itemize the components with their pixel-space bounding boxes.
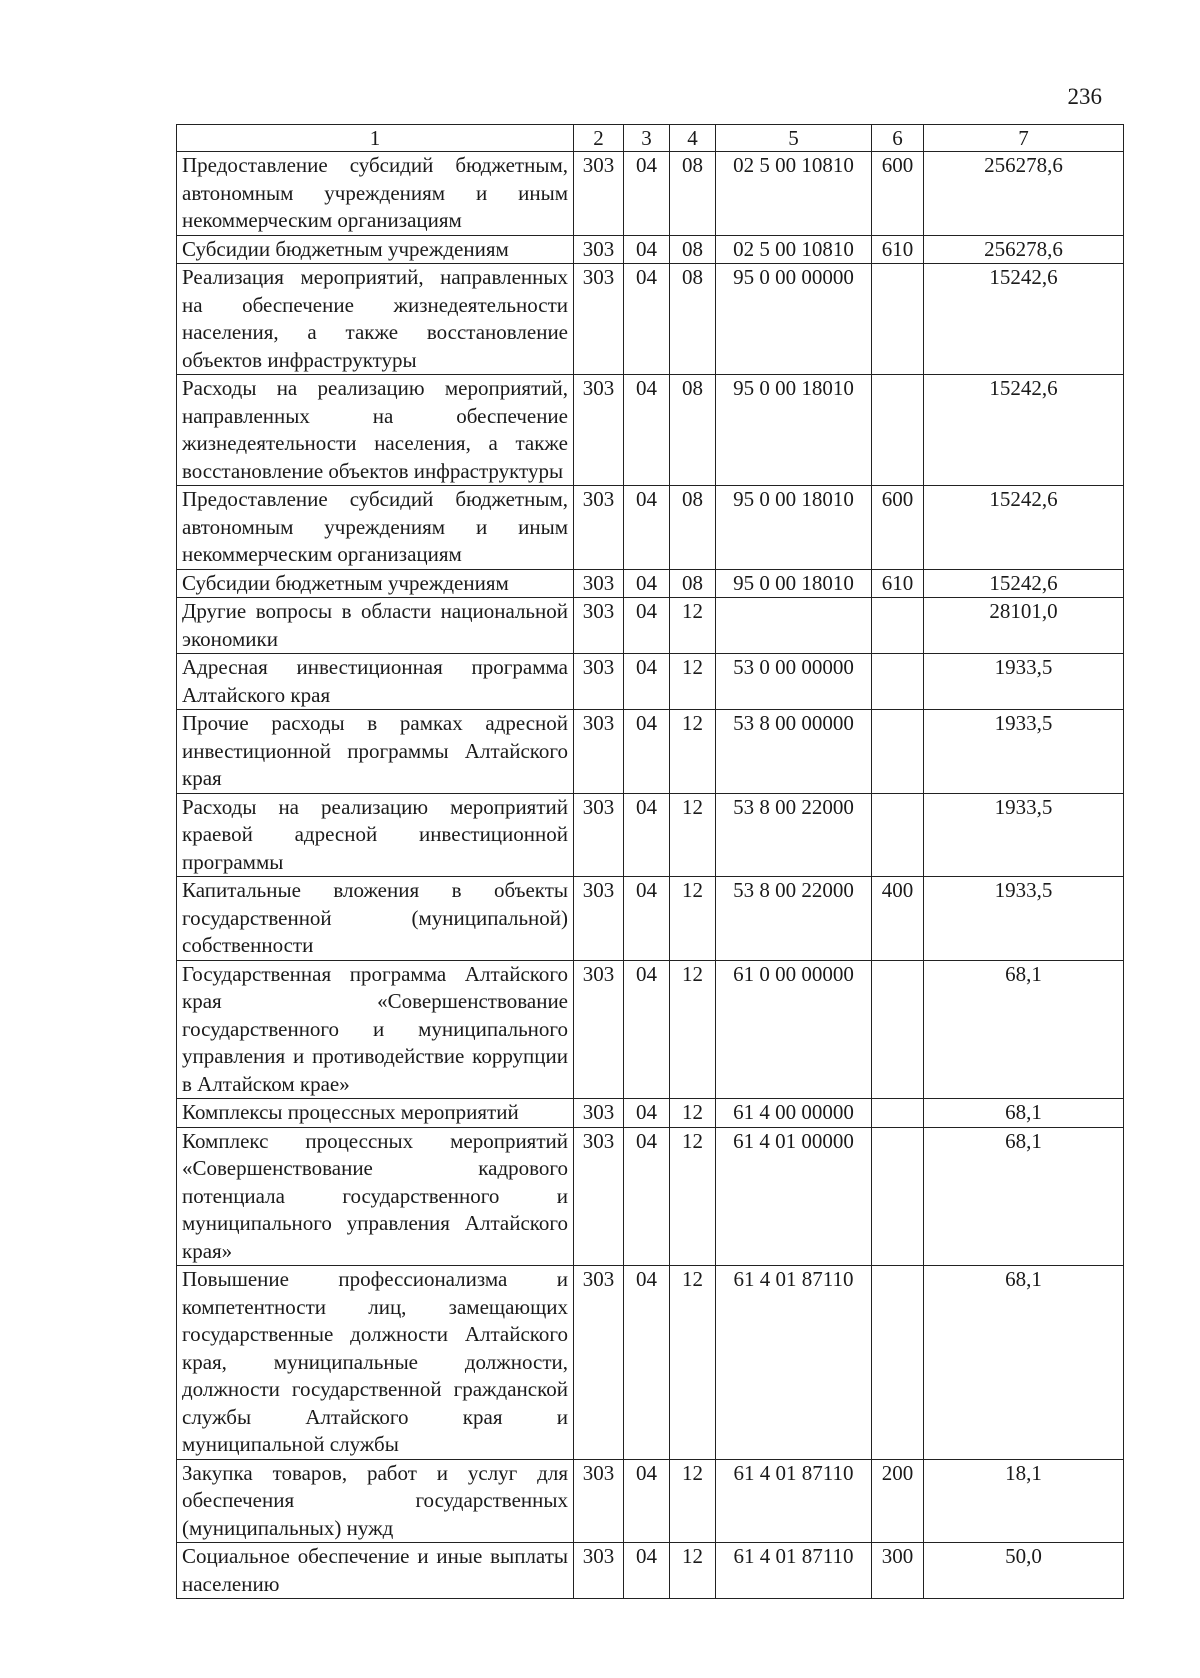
expense-type-cell: 200 <box>872 1459 924 1543</box>
expense-name-cell: Предоставление субсидий бюджетным, автономным учреждениям и иным некоммерческим организациям <box>177 152 574 236</box>
ministry-code-cell: 303 <box>574 654 624 710</box>
subsection-cell: 12 <box>670 1127 716 1266</box>
target-article-cell: 61 4 00 00000 <box>716 1099 872 1128</box>
target-article-cell: 61 4 01 87110 <box>716 1459 872 1543</box>
subsection-cell: 12 <box>670 1099 716 1128</box>
target-article-cell: 61 4 01 87110 <box>716 1266 872 1460</box>
table-row <box>177 569 1124 598</box>
expense-type-cell <box>872 960 924 1099</box>
expense-name-cell: Субсидии бюджетным учреждениям <box>177 235 574 264</box>
subsection-cell: 12 <box>670 793 716 877</box>
expense-name-cell: Субсидии бюджетным учреждениям <box>177 569 574 598</box>
expense-type-cell <box>872 654 924 710</box>
amount-cell: 256278,6 <box>924 235 1124 264</box>
ministry-code-cell: 303 <box>574 1099 624 1128</box>
target-article-cell: 53 8 00 22000 <box>716 877 872 961</box>
amount-cell: 15242,6 <box>924 486 1124 570</box>
column-header: 5 <box>716 125 872 152</box>
expense-name-cell: Реализация мероприятий, направленных на обеспечение жизнедеятельности населения, а также восстановление объектов инфраструктуры <box>177 264 574 375</box>
section-cell: 04 <box>624 960 670 1099</box>
expense-type-cell <box>872 710 924 794</box>
expense-name-cell: Адресная инвестиционная программа Алтайского края <box>177 654 574 710</box>
ministry-code-cell: 303 <box>574 486 624 570</box>
target-article-cell: 53 8 00 00000 <box>716 710 872 794</box>
ministry-code-cell: 303 <box>574 598 624 654</box>
ministry-code-cell: 303 <box>574 1459 624 1543</box>
expense-name-cell: Расходы на реализацию мероприятий, направленных на обеспечение жизнедеятельности населения, а также восстановление объектов инфраструктуры <box>177 375 574 486</box>
expense-name-cell: Другие вопросы в области национальной экономики <box>177 598 574 654</box>
expense-name-cell: Комплекс процессных мероприятий «Совершенствование кадрового потенциала государственного и муниципального управления Алтайского края» <box>177 1127 574 1266</box>
expense-type-cell <box>872 1099 924 1128</box>
section-cell: 04 <box>624 710 670 794</box>
amount-cell: 15242,6 <box>924 375 1124 486</box>
target-article-cell: 95 0 00 00000 <box>716 264 872 375</box>
target-article-cell: 95 0 00 18010 <box>716 375 872 486</box>
ministry-code-cell: 303 <box>574 152 624 236</box>
expense-name-cell: Повышение профессионализма и компетентности лиц, замещающих государственные должности Алтайского края, муниципальные должности, должности государственной гражданской службы Алтайского края и муниципальной службы <box>177 1266 574 1460</box>
amount-cell: 1933,5 <box>924 877 1124 961</box>
expense-type-cell <box>872 264 924 375</box>
expense-name-cell: Прочие расходы в рамках адресной инвестиционной программы Алтайского края <box>177 710 574 794</box>
amount-cell: 1933,5 <box>924 710 1124 794</box>
subsection-cell: 12 <box>670 960 716 1099</box>
subsection-cell: 08 <box>670 375 716 486</box>
table-row <box>177 375 1124 486</box>
subsection-cell: 08 <box>670 264 716 375</box>
table-row <box>177 1266 1124 1460</box>
column-header: 3 <box>624 125 670 152</box>
subsection-cell: 12 <box>670 1543 716 1599</box>
subsection-cell: 08 <box>670 486 716 570</box>
section-cell: 04 <box>624 1266 670 1460</box>
budget-table <box>176 124 1124 1599</box>
subsection-cell: 12 <box>670 654 716 710</box>
target-article-cell: 61 4 01 87110 <box>716 1543 872 1599</box>
target-article-cell: 53 8 00 22000 <box>716 793 872 877</box>
amount-cell: 1933,5 <box>924 793 1124 877</box>
expense-name-cell: Расходы на реализацию мероприятий краевой адресной инвестиционной программы <box>177 793 574 877</box>
section-cell: 04 <box>624 877 670 961</box>
amount-cell: 28101,0 <box>924 598 1124 654</box>
expense-type-cell: 300 <box>872 1543 924 1599</box>
section-cell: 04 <box>624 1099 670 1128</box>
table-row <box>177 598 1124 654</box>
amount-cell: 68,1 <box>924 960 1124 1099</box>
amount-cell: 68,1 <box>924 1099 1124 1128</box>
ministry-code-cell: 303 <box>574 710 624 794</box>
table-row <box>177 1543 1124 1599</box>
expense-type-cell: 600 <box>872 152 924 236</box>
expense-name-cell: Закупка товаров, работ и услуг для обеспечения государственных (муниципальных) нужд <box>177 1459 574 1543</box>
ministry-code-cell: 303 <box>574 960 624 1099</box>
ministry-code-cell: 303 <box>574 793 624 877</box>
amount-cell: 15242,6 <box>924 264 1124 375</box>
ministry-code-cell: 303 <box>574 375 624 486</box>
section-cell: 04 <box>624 1543 670 1599</box>
section-cell: 04 <box>624 486 670 570</box>
amount-cell: 68,1 <box>924 1266 1124 1460</box>
amount-cell: 1933,5 <box>924 654 1124 710</box>
table-row <box>177 486 1124 570</box>
target-article-cell: 61 0 00 00000 <box>716 960 872 1099</box>
target-article-cell: 61 4 01 00000 <box>716 1127 872 1266</box>
column-header: 1 <box>177 125 574 152</box>
subsection-cell: 12 <box>670 710 716 794</box>
section-cell: 04 <box>624 793 670 877</box>
expense-name-cell: Предоставление субсидий бюджетным, автономным учреждениям и иным некоммерческим организациям <box>177 486 574 570</box>
amount-cell: 68,1 <box>924 1127 1124 1266</box>
subsection-cell: 12 <box>670 1266 716 1460</box>
table-row <box>177 793 1124 877</box>
target-article-cell: 95 0 00 18010 <box>716 569 872 598</box>
table-row <box>177 960 1124 1099</box>
expense-name-cell: Государственная программа Алтайского края «Совершенствование государственного и муниципального управления и противодействие коррупции в Алтайском крае» <box>177 960 574 1099</box>
column-header: 2 <box>574 125 624 152</box>
amount-cell: 18,1 <box>924 1459 1124 1543</box>
ministry-code-cell: 303 <box>574 264 624 375</box>
section-cell: 04 <box>624 1127 670 1266</box>
amount-cell: 256278,6 <box>924 152 1124 236</box>
page-number: 236 <box>1067 84 1102 109</box>
target-article-cell: 02 5 00 10810 <box>716 235 872 264</box>
table-row <box>177 654 1124 710</box>
target-article-cell <box>716 598 872 654</box>
section-cell: 04 <box>624 654 670 710</box>
expense-type-cell: 610 <box>872 569 924 598</box>
table-row <box>177 235 1124 264</box>
subsection-cell: 12 <box>670 877 716 961</box>
section-cell: 04 <box>624 375 670 486</box>
expense-name-cell: Социальное обеспечение и иные выплаты населению <box>177 1543 574 1599</box>
table-row <box>177 152 1124 236</box>
expense-type-cell <box>872 1266 924 1460</box>
subsection-cell: 08 <box>670 152 716 236</box>
ministry-code-cell: 303 <box>574 877 624 961</box>
subsection-cell: 08 <box>670 235 716 264</box>
expense-name-cell: Капитальные вложения в объекты государственной (муниципальной) собственности <box>177 877 574 961</box>
column-header: 4 <box>670 125 716 152</box>
header-row <box>177 125 1124 152</box>
amount-cell: 50,0 <box>924 1543 1124 1599</box>
table-row <box>177 877 1124 961</box>
table-row <box>177 264 1124 375</box>
column-header: 7 <box>924 125 1124 152</box>
subsection-cell: 08 <box>670 569 716 598</box>
table-row <box>177 1459 1124 1543</box>
expense-type-cell: 400 <box>872 877 924 961</box>
table-row <box>177 1127 1124 1266</box>
target-article-cell: 02 5 00 10810 <box>716 152 872 236</box>
ministry-code-cell: 303 <box>574 1543 624 1599</box>
column-header: 6 <box>872 125 924 152</box>
section-cell: 04 <box>624 569 670 598</box>
ministry-code-cell: 303 <box>574 235 624 264</box>
table-row <box>177 1099 1124 1128</box>
target-article-cell: 95 0 00 18010 <box>716 486 872 570</box>
amount-cell: 15242,6 <box>924 569 1124 598</box>
target-article-cell: 53 0 00 00000 <box>716 654 872 710</box>
expense-type-cell <box>872 375 924 486</box>
section-cell: 04 <box>624 264 670 375</box>
ministry-code-cell: 303 <box>574 1127 624 1266</box>
ministry-code-cell: 303 <box>574 1266 624 1460</box>
expense-type-cell <box>872 598 924 654</box>
section-cell: 04 <box>624 598 670 654</box>
expense-type-cell: 610 <box>872 235 924 264</box>
expense-type-cell <box>872 1127 924 1266</box>
table-row <box>177 710 1124 794</box>
section-cell: 04 <box>624 235 670 264</box>
expense-type-cell: 600 <box>872 486 924 570</box>
subsection-cell: 12 <box>670 598 716 654</box>
section-cell: 04 <box>624 152 670 236</box>
ministry-code-cell: 303 <box>574 569 624 598</box>
subsection-cell: 12 <box>670 1459 716 1543</box>
expense-name-cell: Комплексы процессных мероприятий <box>177 1099 574 1128</box>
expense-type-cell <box>872 793 924 877</box>
section-cell: 04 <box>624 1459 670 1543</box>
